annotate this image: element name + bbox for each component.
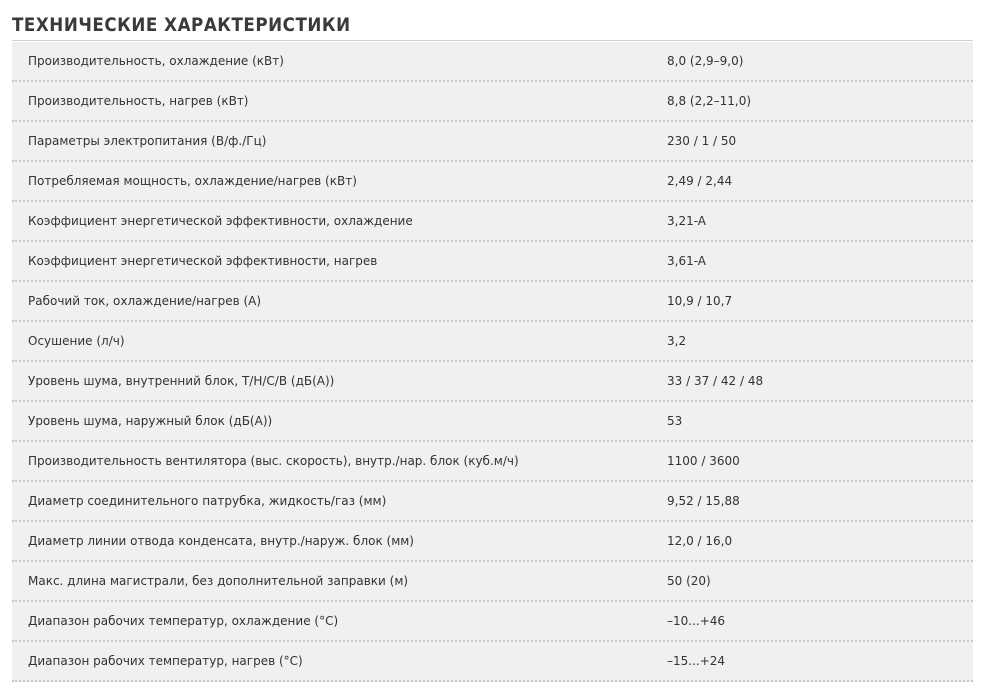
spec-name: Параметры электропитания (В/ф./Гц) <box>28 134 267 148</box>
spec-row <box>12 482 973 522</box>
spec-value: 9,52 / 15,88 <box>667 494 740 508</box>
spec-row <box>12 642 973 682</box>
spec-value: 3,2 <box>667 334 687 348</box>
spec-value: 33 / 37 / 42 / 48 <box>667 374 764 388</box>
spec-value: –15...+24 <box>667 654 726 668</box>
spec-row <box>12 362 973 402</box>
spec-name: Осушение (л/ч) <box>28 334 125 348</box>
spec-row <box>12 322 973 362</box>
spec-row <box>12 162 973 202</box>
section-title: ТЕХНИЧЕСКИЕ ХАРАКТЕРИСТИКИ <box>12 14 351 36</box>
spec-name: Диапазон рабочих температур, охлаждение (°С) <box>28 614 339 628</box>
spec-value: 3,21-A <box>667 214 706 228</box>
spec-name: Уровень шума, внутренний блок, Т/Н/С/В (дБ(А)) <box>28 374 335 388</box>
spec-name: Потребляемая мощность, охлаждение/нагрев (кВт) <box>28 174 357 188</box>
spec-value: 2,49 / 2,44 <box>667 174 733 188</box>
spec-name: Диаметр линии отвода конденсата, внутр./наруж. блок (мм) <box>28 534 414 548</box>
spec-row <box>12 122 973 162</box>
spec-row <box>12 42 973 82</box>
spec-name: Коэффициент энергетической эффективности, охлаждение <box>28 214 413 228</box>
spec-row <box>12 202 973 242</box>
spec-value: 230 / 1 / 50 <box>667 134 737 148</box>
title-divider <box>12 40 973 41</box>
spec-name: Уровень шума, наружный блок (дБ(А)) <box>28 414 273 428</box>
spec-name: Диаметр соединительного патрубка, жидкость/газ (мм) <box>28 494 387 508</box>
spec-name: Коэффициент энергетической эффективности, нагрев <box>28 254 378 268</box>
spec-value: 10,9 / 10,7 <box>667 294 733 308</box>
spec-name: Рабочий ток, охлаждение/нагрев (А) <box>28 294 262 308</box>
spec-value: –10...+46 <box>667 614 726 628</box>
spec-name: Диапазон рабочих температур, нагрев (°С) <box>28 654 303 668</box>
spec-row <box>12 402 973 442</box>
specs-table <box>12 42 973 682</box>
spec-row <box>12 282 973 322</box>
spec-row <box>12 522 973 562</box>
spec-row <box>12 242 973 282</box>
spec-name: Производительность, нагрев (кВт) <box>28 94 249 108</box>
spec-value: 8,8 (2,2–11,0) <box>667 94 752 108</box>
spec-row <box>12 562 973 602</box>
spec-row <box>12 82 973 122</box>
spec-name: Макс. длина магистрали, без дополнительной заправки (м) <box>28 574 409 588</box>
spec-value: 50 (20) <box>667 574 711 588</box>
spec-value: 53 <box>667 414 683 428</box>
spec-row <box>12 602 973 642</box>
spec-value: 3,61-A <box>667 254 706 268</box>
spec-name: Производительность вентилятора (выс. скорость), внутр./нар. блок (куб.м/ч) <box>28 454 519 468</box>
spec-name: Производительность, охлаждение (кВт) <box>28 54 284 68</box>
spec-value: 12,0 / 16,0 <box>667 534 733 548</box>
spec-value: 1100 / 3600 <box>667 454 740 468</box>
spec-value: 8,0 (2,9–9,0) <box>667 54 744 68</box>
spec-row <box>12 442 973 482</box>
